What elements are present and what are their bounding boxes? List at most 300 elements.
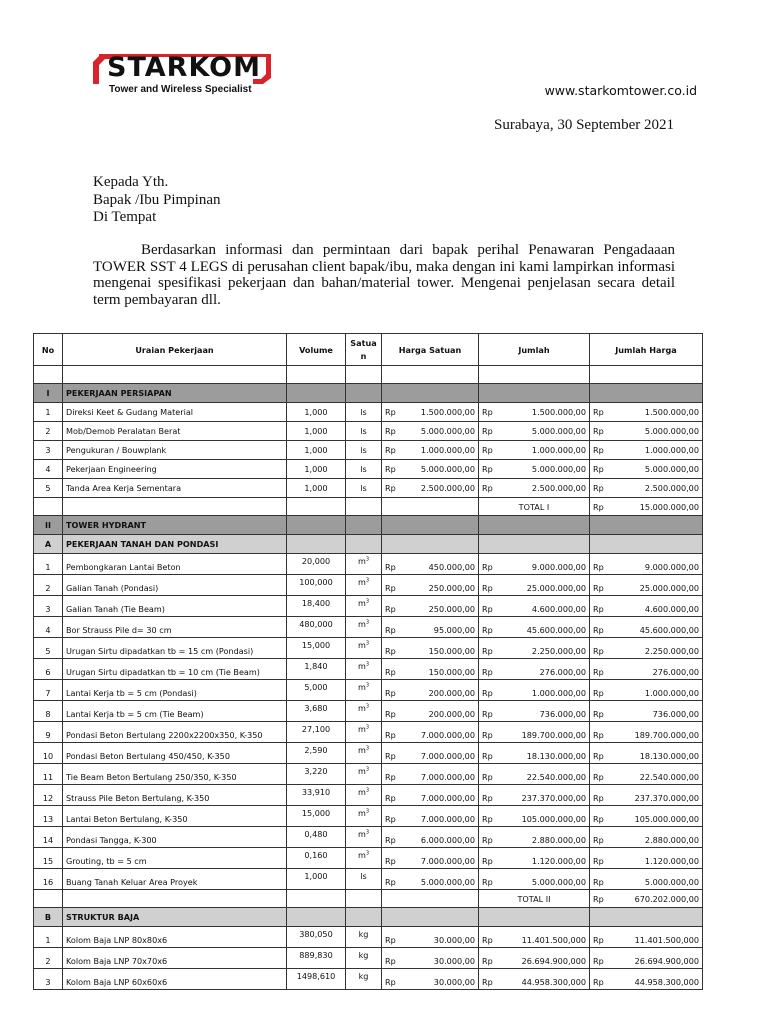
empty-cell [63, 498, 287, 516]
empty-cell [590, 384, 703, 403]
amount-value: 1.500.000,00 [531, 407, 586, 417]
item-no: 2 [34, 948, 63, 969]
item-description: Lantai Beton Bertulang, K-350 [63, 806, 287, 827]
currency-label: Rp [482, 604, 493, 614]
table-row [34, 743, 703, 764]
item-description: Urugan Sirtu dipadatkan tb = 10 cm (Tie Beam) [63, 659, 287, 680]
currency-label: Rp [482, 625, 493, 635]
item-no: 7 [34, 680, 63, 701]
section-no: II [34, 516, 63, 535]
amount-value: 200.000,00 [428, 709, 475, 719]
item-unit: $m^3$ [346, 722, 382, 743]
item-description: Pengukuran / Bouwplank [63, 441, 287, 460]
logo-tagline: Tower and Wireless Specialist [109, 84, 252, 95]
item-amount [479, 638, 590, 659]
amount-value: 26.694.900,000 [634, 956, 699, 966]
item-amount [479, 848, 590, 869]
item-amount [479, 785, 590, 806]
item-no: 5 [34, 638, 63, 659]
item-amount [479, 827, 590, 848]
amount-value: 11.401.500,000 [521, 935, 586, 945]
amount-value: 2.880.000,00 [644, 835, 699, 845]
item-unit: ls [346, 422, 382, 441]
item-no: 1 [34, 403, 63, 422]
table-row [34, 403, 703, 422]
currency-label: Rp [593, 501, 604, 512]
empty-cell [479, 908, 590, 927]
item-unit-price [382, 680, 479, 701]
amount-value: 237.370.000,00 [521, 793, 586, 803]
item-amount [479, 680, 590, 701]
table-row [34, 460, 703, 479]
amount-value: 5.000.000,00 [420, 464, 475, 474]
amount-value: 18.130.000,00 [526, 751, 586, 761]
col-header-volume: Volume [287, 334, 346, 366]
item-no: 15 [34, 848, 63, 869]
amount-value: 150.000,00 [428, 646, 475, 656]
item-unit: ls [346, 869, 382, 890]
amount-value: 276.000,00 [652, 667, 699, 677]
item-volume: 0,160 [287, 848, 346, 869]
table-row [34, 638, 703, 659]
item-total [590, 659, 703, 680]
item-amount [479, 969, 590, 990]
amount-value: 670.202.000,00 [634, 893, 699, 904]
item-volume: 1,000 [287, 422, 346, 441]
item-total [590, 596, 703, 617]
currency-label: Rp [593, 772, 604, 782]
item-unit-price [382, 479, 479, 498]
item-description: Galian Tanah (Pondasi) [63, 575, 287, 596]
item-no: 8 [34, 701, 63, 722]
table-row [34, 869, 703, 890]
item-no: 3 [34, 441, 63, 460]
item-total [590, 869, 703, 890]
item-description: Pekerjaan Engineering [63, 460, 287, 479]
item-no: 1 [34, 554, 63, 575]
item-amount [479, 722, 590, 743]
currency-label: Rp [593, 646, 604, 656]
total-value [590, 890, 703, 908]
currency-label: Rp [385, 856, 396, 866]
item-volume: 15,000 [287, 638, 346, 659]
section-title: TOWER HYDRANT [63, 516, 287, 535]
item-no: 10 [34, 743, 63, 764]
table-row [34, 927, 703, 948]
amount-value: 2.880.000,00 [531, 835, 586, 845]
amount-value: 5.000.000,00 [420, 877, 475, 887]
table-row [34, 554, 703, 575]
item-no: 2 [34, 422, 63, 441]
amount-value: 9.000.000,00 [531, 562, 586, 572]
section-no: B [34, 908, 63, 927]
section-no: I [34, 384, 63, 403]
currency-label: Rp [593, 464, 604, 474]
currency-label: Rp [385, 667, 396, 677]
item-unit-price [382, 969, 479, 990]
currency-label: Rp [482, 814, 493, 824]
table-row [34, 948, 703, 969]
amount-value: 1.500.000,00 [420, 407, 475, 417]
amount-value: 5.000.000,00 [644, 877, 699, 887]
item-volume: 0,480 [287, 827, 346, 848]
empty-cell [346, 908, 382, 927]
table-row [34, 764, 703, 785]
currency-label: Rp [482, 426, 493, 436]
col-header-uraian: Uraian Pekerjaan [63, 334, 287, 366]
item-unit: $m^3$ [346, 680, 382, 701]
table-row [34, 617, 703, 638]
currency-label: Rp [385, 583, 396, 593]
item-unit: ls [346, 441, 382, 460]
currency-label: Rp [385, 814, 396, 824]
item-no: 3 [34, 596, 63, 617]
item-unit: ls [346, 403, 382, 422]
amount-value: 736.000,00 [539, 709, 586, 719]
cubic-superscript: 3 [365, 766, 370, 773]
currency-label: Rp [593, 604, 604, 614]
cubic-superscript: 3 [365, 850, 370, 857]
empty-cell [346, 498, 382, 516]
currency-label: Rp [385, 407, 396, 417]
currency-label: Rp [482, 977, 493, 987]
col-header-harga: Harga Satuan [382, 334, 479, 366]
amount-value: 5.000.000,00 [420, 426, 475, 436]
addressee-block [93, 174, 221, 227]
item-amount [479, 479, 590, 498]
item-unit-price [382, 441, 479, 460]
item-total [590, 969, 703, 990]
table-row [34, 479, 703, 498]
currency-label: Rp [482, 646, 493, 656]
item-unit-price [382, 638, 479, 659]
item-unit: $m^3$ [346, 701, 382, 722]
item-total [590, 554, 703, 575]
cubic-superscript: 3 [365, 745, 370, 752]
empty-cell [479, 535, 590, 554]
item-volume: 480,000 [287, 617, 346, 638]
currency-label: Rp [385, 772, 396, 782]
currency-label: Rp [482, 730, 493, 740]
amount-value: 30.000,00 [433, 956, 475, 966]
item-no: 3 [34, 969, 63, 990]
currency-label: Rp [385, 877, 396, 887]
section-row [34, 384, 703, 403]
table-row [34, 722, 703, 743]
amount-value: 5.000.000,00 [531, 426, 586, 436]
item-unit: $m^3$ [346, 659, 382, 680]
currency-label: Rp [482, 877, 493, 887]
item-total [590, 617, 703, 638]
item-total [590, 460, 703, 479]
item-total [590, 948, 703, 969]
table-row [34, 575, 703, 596]
item-description: Kolom Baja LNP 70x70x6 [63, 948, 287, 969]
item-unit-price [382, 743, 479, 764]
section-title: PEKERJAAN TANAH DAN PONDASI [63, 535, 287, 554]
currency-label: Rp [385, 604, 396, 614]
item-unit: kg [346, 927, 382, 948]
item-no: 13 [34, 806, 63, 827]
currency-label: Rp [385, 483, 396, 493]
amount-value: 95.000,00 [433, 625, 475, 635]
amount-value: 2.500.000,00 [420, 483, 475, 493]
amount-value: 45.600.000,00 [526, 625, 586, 635]
item-total [590, 927, 703, 948]
item-total [590, 638, 703, 659]
amount-value: 276.000,00 [539, 667, 586, 677]
item-volume: 3,680 [287, 701, 346, 722]
total-label: TOTAL I [479, 498, 590, 516]
currency-label: Rp [593, 935, 604, 945]
logo-name: STARKOM [107, 52, 261, 83]
item-volume: 15,000 [287, 806, 346, 827]
currency-label: Rp [385, 445, 396, 455]
item-amount [479, 441, 590, 460]
item-unit: $m^3$ [346, 596, 382, 617]
currency-label: Rp [385, 625, 396, 635]
amount-value: 1.000.000,00 [644, 688, 699, 698]
item-total [590, 403, 703, 422]
item-total [590, 575, 703, 596]
item-unit-price [382, 827, 479, 848]
currency-label: Rp [482, 835, 493, 845]
currency-label: Rp [593, 835, 604, 845]
item-unit-price [382, 575, 479, 596]
section-title: STRUKTUR BAJA [63, 908, 287, 927]
item-unit: $m^3$ [346, 638, 382, 659]
item-unit: $m^3$ [346, 575, 382, 596]
item-no: 4 [34, 617, 63, 638]
amount-value: 250.000,00 [428, 604, 475, 614]
amount-value: 150.000,00 [428, 667, 475, 677]
table-row [34, 827, 703, 848]
website-link[interactable]: www.starkomtower.co.id [544, 83, 697, 98]
item-amount [479, 806, 590, 827]
empty-cell [590, 535, 703, 554]
currency-label: Rp [593, 445, 604, 455]
amount-value: 45.600.000,00 [639, 625, 699, 635]
item-unit-price [382, 422, 479, 441]
item-unit: $m^3$ [346, 785, 382, 806]
cubic-superscript: 3 [365, 661, 370, 668]
currency-label: Rp [593, 751, 604, 761]
empty-cell [382, 516, 479, 535]
empty-cell [34, 498, 63, 516]
item-unit-price [382, 596, 479, 617]
item-volume: 1,840 [287, 659, 346, 680]
letter-date: Surabaya, 30 September 2021 [494, 117, 674, 133]
table-row [34, 785, 703, 806]
amount-value: 18.130.000,00 [639, 751, 699, 761]
currency-label: Rp [593, 667, 604, 677]
total-label: TOTAL II [479, 890, 590, 908]
amount-value: 250.000,00 [428, 583, 475, 593]
amount-value: 1.500.000,00 [644, 407, 699, 417]
total-row [34, 498, 703, 516]
amount-value: 22.540.000,00 [526, 772, 586, 782]
amount-value: 5.000.000,00 [644, 464, 699, 474]
currency-label: Rp [385, 956, 396, 966]
item-unit-price [382, 785, 479, 806]
item-total [590, 422, 703, 441]
amount-value: 30.000,00 [433, 935, 475, 945]
cubic-superscript: 3 [365, 829, 370, 836]
amount-value: 26.694.900,000 [521, 956, 586, 966]
item-unit-price [382, 848, 479, 869]
addressee-line: Bapak /Ibu Pimpinan [93, 191, 221, 208]
item-volume: 33,910 [287, 785, 346, 806]
item-no: 5 [34, 479, 63, 498]
currency-label: Rp [593, 426, 604, 436]
item-volume: 1,000 [287, 403, 346, 422]
currency-label: Rp [385, 977, 396, 987]
cubic-superscript: 3 [365, 577, 370, 584]
amount-value: 2.500.000,00 [531, 483, 586, 493]
currency-label: Rp [482, 407, 493, 417]
currency-label: Rp [482, 709, 493, 719]
amount-value: 7.000.000,00 [420, 856, 475, 866]
item-volume: 1,000 [287, 869, 346, 890]
intro-paragraph: Berdasarkan informasi dan permintaan dari bapak perihal Penawaran Pengadaaan TOWER SST 4 LEGS di perusahan client bapak/ibu, maka dengan ini kami lampirkan informasi mengenai spesifikasi pekerjaan dan bahan/material tower. Mengenai penjelasan secara detail term pembayaran dll. [93, 242, 675, 309]
item-no: 9 [34, 722, 63, 743]
empty-cell [590, 516, 703, 535]
amount-value: 44.958.300,000 [634, 977, 699, 987]
item-volume: 20,000 [287, 554, 346, 575]
cubic-superscript: 3 [365, 724, 370, 731]
amount-value: 11.401.500,000 [634, 935, 699, 945]
item-description: Kolom Baja LNP 60x60x6 [63, 969, 287, 990]
item-volume: 18,400 [287, 596, 346, 617]
item-unit-price [382, 617, 479, 638]
empty-cell [287, 498, 346, 516]
item-description: Urugan Sirtu dipadatkan tb = 15 cm (Pondasi) [63, 638, 287, 659]
item-unit: $m^3$ [346, 848, 382, 869]
empty-cell [287, 908, 346, 927]
currency-label: Rp [385, 562, 396, 572]
currency-label: Rp [593, 893, 604, 904]
item-amount [479, 701, 590, 722]
item-amount [479, 617, 590, 638]
cubic-superscript: 3 [365, 598, 370, 605]
empty-cell [287, 890, 346, 908]
amount-value: 4.600.000,00 [644, 604, 699, 614]
item-description: Strauss Pile Beton Bertulang, K-350 [63, 785, 287, 806]
currency-label: Rp [482, 464, 493, 474]
item-description: Tie Beam Beton Bertulang 250/350, K-350 [63, 764, 287, 785]
currency-label: Rp [482, 856, 493, 866]
currency-label: Rp [385, 793, 396, 803]
item-description: Mob/Demob Peralatan Berat [63, 422, 287, 441]
item-total [590, 722, 703, 743]
amount-value: 5.000.000,00 [531, 877, 586, 887]
amount-value: 7.000.000,00 [420, 793, 475, 803]
item-unit: $m^3$ [346, 806, 382, 827]
item-volume: 889,830 [287, 948, 346, 969]
item-description: Grouting, tb = 5 cm [63, 848, 287, 869]
item-unit: $m^3$ [346, 827, 382, 848]
item-unit-price [382, 806, 479, 827]
item-description: Buang Tanah Keluar Area Proyek [63, 869, 287, 890]
item-volume: 1,000 [287, 479, 346, 498]
item-description: Lantai Kerja tb = 5 cm (Tie Beam) [63, 701, 287, 722]
amount-value: 7.000.000,00 [420, 751, 475, 761]
total-row [34, 890, 703, 908]
col-header-no: No [34, 334, 63, 366]
item-total [590, 848, 703, 869]
item-amount [479, 575, 590, 596]
item-total [590, 479, 703, 498]
table-row [34, 596, 703, 617]
currency-label: Rp [593, 562, 604, 572]
item-total [590, 441, 703, 460]
item-description: Bor Strauss Pile d= 30 cm [63, 617, 287, 638]
item-amount [479, 596, 590, 617]
item-unit-price [382, 554, 479, 575]
item-total [590, 701, 703, 722]
amount-value: 25.000.000,00 [639, 583, 699, 593]
amount-value: 736.000,00 [652, 709, 699, 719]
table-row [34, 848, 703, 869]
currency-label: Rp [482, 751, 493, 761]
currency-label: Rp [593, 730, 604, 740]
table-row [34, 659, 703, 680]
amount-value: 1.000.000,00 [531, 445, 586, 455]
amount-value: 189.700.000,00 [521, 730, 586, 740]
item-unit-price [382, 701, 479, 722]
currency-label: Rp [385, 426, 396, 436]
item-no: 4 [34, 460, 63, 479]
currency-label: Rp [593, 814, 604, 824]
amount-value: 2.250.000,00 [644, 646, 699, 656]
item-volume: 380,050 [287, 927, 346, 948]
empty-cell [479, 384, 590, 403]
amount-value: 450.000,00 [428, 562, 475, 572]
item-amount [479, 403, 590, 422]
item-no: 2 [34, 575, 63, 596]
empty-cell [382, 908, 479, 927]
item-no: 14 [34, 827, 63, 848]
item-total [590, 743, 703, 764]
amount-value: 2.500.000,00 [644, 483, 699, 493]
spacer-row [34, 366, 703, 384]
currency-label: Rp [385, 709, 396, 719]
amount-value: 7.000.000,00 [420, 730, 475, 740]
amount-value: 30.000,00 [433, 977, 475, 987]
cubic-superscript: 3 [365, 640, 370, 647]
currency-label: Rp [593, 877, 604, 887]
currency-label: Rp [482, 793, 493, 803]
addressee-line: Di Tempat [93, 209, 157, 225]
item-unit-price [382, 927, 479, 948]
currency-label: Rp [482, 445, 493, 455]
item-no: 1 [34, 927, 63, 948]
empty-cell [287, 384, 346, 403]
quotation-table [33, 333, 703, 990]
currency-label: Rp [593, 625, 604, 635]
cubic-superscript: 3 [365, 556, 370, 563]
item-description: Tanda Area Kerja Sementara [63, 479, 287, 498]
amount-value: 200.000,00 [428, 688, 475, 698]
empty-cell [382, 498, 479, 516]
item-unit: ls [346, 479, 382, 498]
item-unit: kg [346, 969, 382, 990]
item-amount [479, 927, 590, 948]
item-description: Pondasi Beton Bertulang 450/450, K-350 [63, 743, 287, 764]
currency-label: Rp [385, 464, 396, 474]
item-amount [479, 554, 590, 575]
item-volume: 1,000 [287, 460, 346, 479]
